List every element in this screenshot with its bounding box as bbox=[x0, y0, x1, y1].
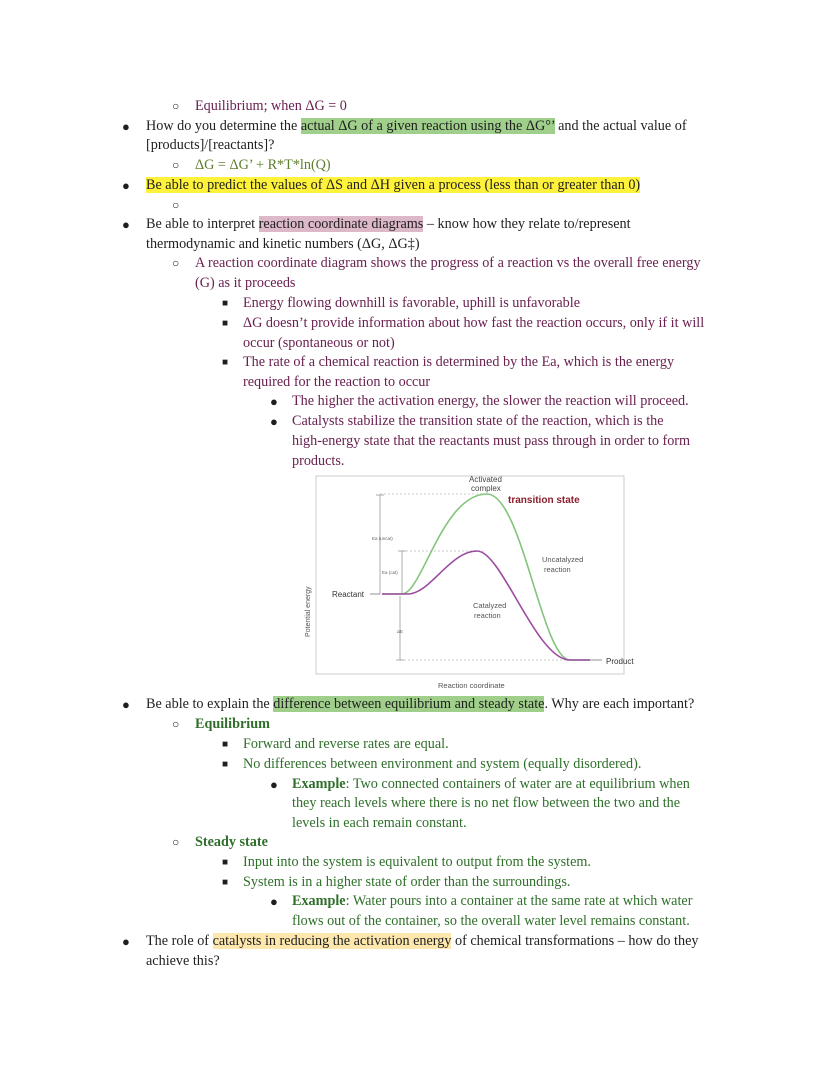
square-bullet: ■ bbox=[222, 298, 229, 309]
diagram-explanation: A reaction coordinate diagram shows the progress of a reaction vs the overall free energy bbox=[195, 255, 701, 271]
circle-bullet: ○ bbox=[172, 256, 180, 270]
steady-state-heading: Steady state bbox=[195, 834, 268, 850]
bullet-dot: ● bbox=[122, 697, 130, 712]
activated-label: Activated bbox=[469, 475, 502, 484]
text-segment: Be able to interpret bbox=[146, 216, 259, 232]
highlight-green: actual ΔG of a given reaction using the ΔG°’ bbox=[300, 118, 555, 134]
delta-e-label: ΔE bbox=[397, 629, 404, 634]
equilibrium-example-end: levels in each remain constant. bbox=[292, 815, 467, 831]
transition-state-label: transition state bbox=[508, 495, 580, 506]
uncatalyzed-label: Uncatalyzed bbox=[542, 555, 584, 564]
highlight-cream: catalysts in reducing the activation energy bbox=[212, 933, 452, 949]
text-segment: . Why are each important? bbox=[544, 696, 695, 712]
higher-order: System is in a higher state of order than the surroundings. bbox=[243, 874, 571, 890]
catalyzed-label: Catalyzed bbox=[473, 601, 507, 610]
equilibrium-example bbox=[292, 775, 690, 794]
highlight-yellow: Be able to predict the values of ΔS and ΔH given a process (less than or greater than 0) bbox=[146, 177, 641, 193]
catalysts-stabilize-cont: high-energy state that the reactants must pass through in order to form bbox=[292, 433, 691, 449]
product-label: Product bbox=[606, 657, 634, 666]
catalyst-role-cont: achieve this? bbox=[146, 953, 220, 969]
square-bullet: ■ bbox=[222, 759, 229, 770]
highlight-green: difference between equilibrium and steady state bbox=[273, 696, 545, 712]
predict-ds-dh bbox=[146, 176, 640, 195]
higher-activation: The higher the activation energy, the slower the reaction will proceed. bbox=[292, 393, 689, 409]
equilibrium-example-cont: they reach levels where there is no net flow between the two and the bbox=[292, 795, 681, 811]
text-segment: – know how they relate to/represent bbox=[423, 216, 631, 232]
steady-state-example-cont: flows out of the container, so the overall water level remains constant. bbox=[292, 913, 690, 929]
reactant-label: Reactant bbox=[332, 590, 365, 599]
reaction-coordinate-diagram bbox=[290, 470, 650, 695]
circle-bullet: ○ bbox=[172, 198, 180, 212]
bullet-dot: ● bbox=[270, 777, 278, 792]
bullet-dot: ● bbox=[122, 934, 130, 949]
square-bullet: ■ bbox=[222, 877, 229, 888]
text-segment: The role of bbox=[146, 933, 213, 949]
square-bullet: ■ bbox=[222, 739, 229, 750]
highlight-pink: reaction coordinate diagrams bbox=[258, 216, 424, 232]
energy-downhill: Energy flowing downhill is favorable, uphill is unfavorable bbox=[243, 295, 581, 311]
circle-bullet: ○ bbox=[172, 717, 180, 731]
delta-g-equation: ΔG = ΔG’ + R*T*ln(Q) bbox=[195, 157, 331, 173]
catalyst-role bbox=[146, 932, 699, 951]
steady-state-example bbox=[292, 892, 692, 911]
input-output: Input into the system is equivalent to output from the system. bbox=[243, 854, 591, 870]
bullet-dot: ● bbox=[270, 894, 278, 909]
delta-g-speed-cont: occur (spontaneous or not) bbox=[243, 335, 395, 351]
example-label: Example bbox=[292, 893, 346, 909]
text-segment: : Two connected containers of water are at equilibrium when bbox=[345, 776, 690, 792]
square-bullet: ■ bbox=[222, 857, 229, 868]
y-axis-label: Potential energy bbox=[305, 586, 312, 637]
catalysts-stabilize-end: products. bbox=[292, 453, 345, 469]
bullet-dot: ● bbox=[122, 119, 130, 134]
uncatalyzed-reaction-label: reaction bbox=[544, 565, 571, 574]
example-label: Example bbox=[292, 776, 346, 792]
square-bullet: ■ bbox=[222, 357, 229, 368]
circle-bullet: ○ bbox=[172, 99, 180, 113]
circle-bullet: ○ bbox=[172, 835, 180, 849]
delta-g-speed: ΔG doesn’t provide information about how fast the reaction occurs, only if it will bbox=[243, 315, 705, 331]
text-segment: How do you determine the bbox=[146, 118, 301, 134]
circle-bullet: ○ bbox=[172, 158, 180, 172]
square-bullet: ■ bbox=[222, 318, 229, 329]
ea-uncat-label: Ea (uncat) bbox=[372, 536, 393, 541]
rate-ea-cont: required for the reaction to occur bbox=[243, 374, 431, 390]
complex-label: complex bbox=[471, 484, 501, 493]
bullet-dot: ● bbox=[122, 178, 130, 193]
ea-cat-label: Ea (cat) bbox=[382, 570, 398, 575]
forward-reverse-rates: Forward and reverse rates are equal. bbox=[243, 736, 449, 752]
rate-ea: The rate of a chemical reaction is determined by the Ea, which is the energy bbox=[243, 354, 675, 370]
catalysts-stabilize: Catalysts stabilize the transition state of the reaction, which is the bbox=[292, 413, 664, 429]
interpret-diagrams-cont: thermodynamic and kinetic numbers (ΔG, ΔG‡) bbox=[146, 236, 420, 252]
text-segment: Be able to explain the bbox=[146, 696, 274, 712]
diagram-explanation-cont: (G) as it proceeds bbox=[195, 275, 296, 291]
bullet-dot: ● bbox=[122, 217, 130, 232]
text-segment: : Water pours into a container at the same rate at which water bbox=[345, 893, 693, 909]
equilibrium-heading: Equilibrium bbox=[195, 716, 270, 732]
bullet-dot: ● bbox=[270, 414, 278, 429]
no-differences: No differences between environment and system (equally disordered). bbox=[243, 756, 642, 772]
catalyzed-reaction-label: reaction bbox=[474, 611, 501, 620]
text-segment: and the actual value of bbox=[554, 118, 687, 134]
x-axis-label: Reaction coordinate bbox=[438, 681, 505, 690]
question-actual-delta-g bbox=[146, 117, 687, 136]
equilibrium-definition: Equilibrium; when ΔG = 0 bbox=[195, 98, 347, 114]
text-segment: of chemical transformations – how do they bbox=[451, 933, 699, 949]
equilibrium-vs-steady bbox=[146, 695, 694, 714]
interpret-diagrams bbox=[146, 215, 631, 234]
question-continuation: [products]/[reactants]? bbox=[146, 137, 275, 153]
bullet-dot: ● bbox=[270, 394, 278, 409]
